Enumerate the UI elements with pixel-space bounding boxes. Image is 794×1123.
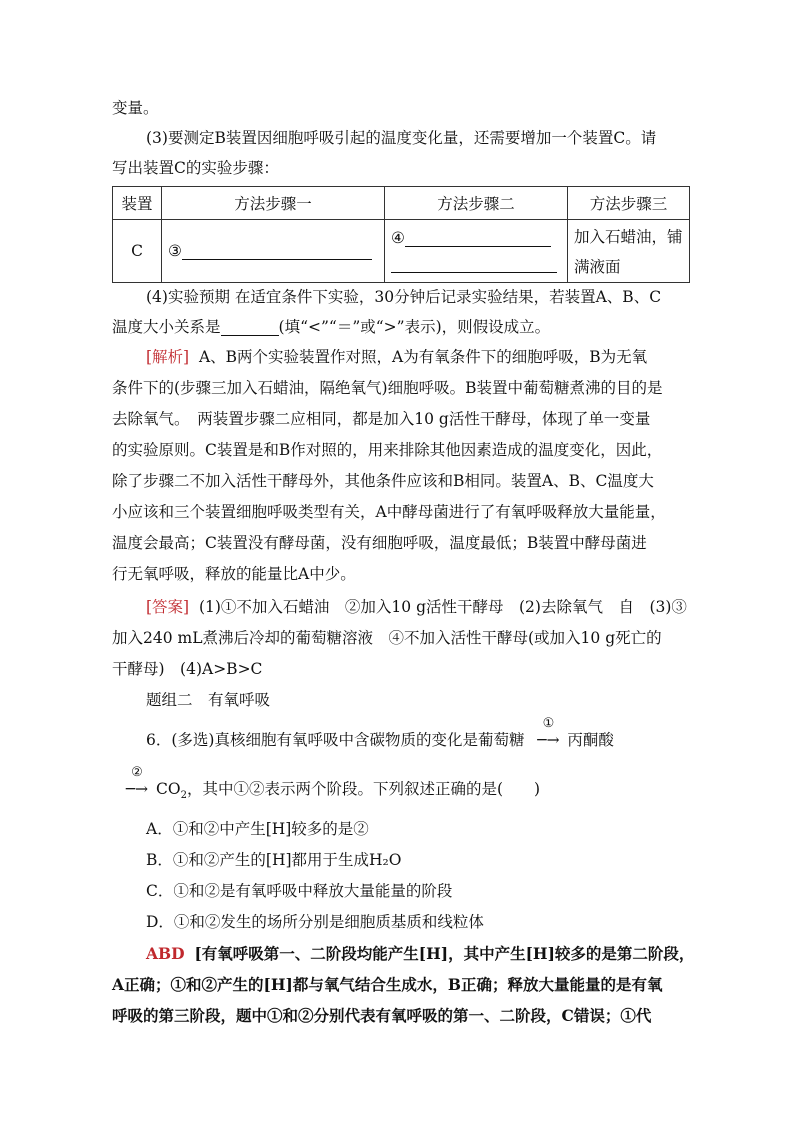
fill-blank[interactable] bbox=[391, 258, 557, 273]
text: 温度大小关系是 bbox=[112, 318, 221, 336]
answer-key: ABD bbox=[146, 944, 185, 963]
question-4-line bbox=[112, 316, 550, 338]
analysis-line bbox=[146, 346, 647, 368]
co2-subscript: 2 bbox=[180, 790, 187, 802]
analysis-line: 温度会最高；C装置没有酵母菌，没有细胞呼吸，温度最低；B装置中酵母菌进 bbox=[112, 534, 647, 552]
table-cell bbox=[385, 220, 568, 283]
analysis-line: 条件下的(步骤三加入石蜡油，隔绝氧气)细胞呼吸。B装置中葡萄糖煮沸的目的是 bbox=[112, 379, 663, 397]
analysis-line: 除了步骤二不加入活性干酵母外，其他条件应该和B相同。装置A、B、C温度大 bbox=[112, 472, 654, 490]
table-header: 方法步骤三 bbox=[568, 187, 690, 220]
analysis-line: 的实验原则。C装置是和B作对照的，用来排除其他因素造成的温度变化，因此， bbox=[112, 441, 663, 459]
arrow-label: ① bbox=[542, 716, 555, 731]
question-6-text: ，其中①②表示两个阶段。下列叙述正确的是( ) bbox=[186, 780, 541, 798]
answer-line: 干酵母) (4)A>B>C bbox=[112, 660, 263, 678]
question-6-text: 6．(多选)真核细胞有氧呼吸中含碳物质的变化是葡萄糖 bbox=[146, 731, 525, 749]
table-header: 装置 bbox=[113, 187, 162, 220]
table-header: 方法步骤一 bbox=[162, 187, 385, 220]
table-cell: C bbox=[113, 220, 162, 283]
option-c: C．①和②是有氧呼吸中释放大量能量的阶段 bbox=[146, 882, 453, 900]
analysis-line: 去除氧气。 两装置步骤二应相同，都是加入10 g活性干酵母，体现了单一变量 bbox=[112, 410, 651, 428]
option-a: A．①和②中产生[H]较多的是② bbox=[146, 820, 369, 838]
option-d: D．①和②发生的场所分别是细胞质基质和线粒体 bbox=[146, 913, 484, 931]
question-6-line bbox=[146, 716, 614, 751]
table-row bbox=[113, 220, 690, 283]
answer-6-line bbox=[146, 943, 694, 965]
experiment-table bbox=[112, 186, 690, 283]
answer-text: (1)①不加入石蜡油 ②加入10 g活性干酵母 (2)去除氧气 自 (3)③ bbox=[198, 598, 687, 616]
text: (填“<”“＝”或“>”表示)，则假设成立。 bbox=[278, 318, 551, 336]
fill-blank[interactable] bbox=[405, 232, 551, 247]
question-6-line bbox=[118, 765, 541, 807]
answer-6-line: 呼吸的第三阶段，题中①和②分别代表有氧呼吸的第一、二阶段，C错误；①代 bbox=[112, 1006, 652, 1025]
text-line: 写出装置C的实验步骤： bbox=[112, 159, 279, 177]
section-heading: 题组二 有氧呼吸 bbox=[146, 691, 271, 709]
co2-text: CO bbox=[156, 780, 181, 798]
blank-label: ③ bbox=[168, 242, 182, 260]
question-3: (3)要测定B装置因细胞呼吸引起的温度变化量，还需要增加一个装置C。请 bbox=[146, 129, 657, 147]
arrow-icon: ② ─→ bbox=[120, 778, 154, 800]
analysis-text: A、B两个实验装置作对照，A为有氧条件下的细胞呼吸，B为无氧 bbox=[198, 348, 648, 366]
table-header-row bbox=[113, 187, 690, 220]
question-4: (4)实验预期 在适宜条件下实验，30分钟后记录实验结果，若装置A、B、C bbox=[146, 288, 662, 306]
table-cell bbox=[162, 220, 385, 283]
answer-line: 加入240 mL煮沸后冷却的葡萄糖溶液 ④不加入活性干酵母(或加入10 g死亡的 bbox=[112, 629, 662, 647]
arrow-label: ② bbox=[131, 765, 143, 780]
answer-line bbox=[146, 596, 687, 618]
table-cell-text: 加入石蜡油，铺 bbox=[574, 228, 683, 246]
answer-6-line: A正确；①和②产生的[H]都与氧气结合生成水，B正确；释放大量能量的是有氧 bbox=[112, 975, 663, 994]
analysis-tag: [解析] bbox=[146, 348, 190, 366]
answer-tag: [答案] bbox=[146, 598, 190, 616]
text-line: 变量。 bbox=[112, 99, 159, 117]
question-6-text: 丙酮酸 bbox=[567, 731, 614, 749]
analysis-line: 小应该和三个装置细胞呼吸类型有关，A中酵母菌进行了有氧呼吸释放大量能量， bbox=[112, 503, 666, 521]
option-b: B．①和②产生的[H]都用于生成H₂O bbox=[146, 851, 402, 869]
blank-label: ④ bbox=[391, 229, 405, 247]
table-cell bbox=[568, 220, 690, 283]
fill-blank[interactable] bbox=[221, 321, 279, 336]
analysis-line: 行无氧呼吸，释放的能量比A中少。 bbox=[112, 565, 356, 583]
answer-6-text: [有氧呼吸第一、二阶段均能产生[H]，其中产生[H]较多的是第二阶段， bbox=[194, 944, 695, 963]
fill-blank[interactable] bbox=[182, 245, 372, 260]
arrow-icon: ① ─→ bbox=[531, 729, 565, 751]
table-header: 方法步骤二 bbox=[385, 187, 568, 220]
table-cell-text: 满液面 bbox=[574, 258, 621, 276]
